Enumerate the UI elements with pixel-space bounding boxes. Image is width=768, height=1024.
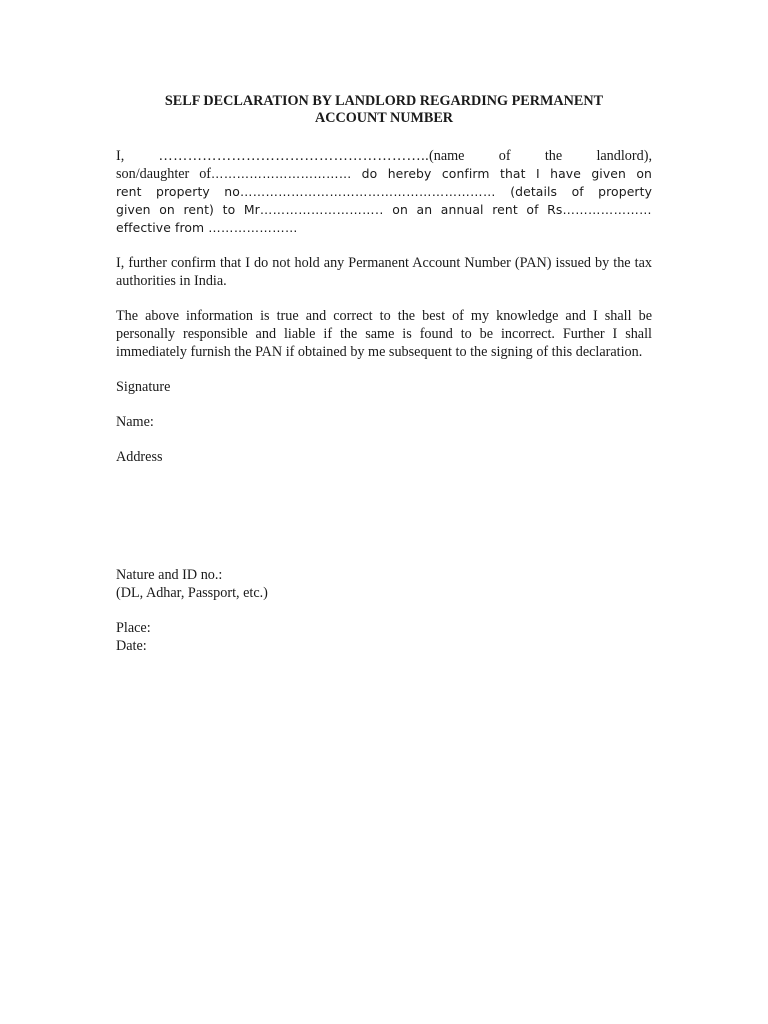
signature-label: Signature bbox=[116, 379, 171, 395]
declaration-text: on an annual rent of Rs bbox=[392, 202, 563, 217]
effective-date-blank: ………………… bbox=[208, 220, 298, 235]
declaration-text: the bbox=[544, 148, 563, 164]
title-line-1: SELF DECLARATION BY LANDLORD REGARDING PERMANENT bbox=[164, 93, 604, 109]
declaration-text: given on rent) to Mr bbox=[116, 202, 260, 217]
declaration-line-4 bbox=[116, 201, 652, 219]
rent-amount-blank: ………………… bbox=[562, 202, 652, 217]
declaration-text: of bbox=[498, 148, 511, 164]
document-title bbox=[116, 93, 652, 127]
pan-confirmation-paragraph: I, further confirm that I do not hold any Permanent Account Number (PAN) issued by the tax authorities in India. bbox=[116, 255, 652, 289]
tenant-name-blank: ……………………….. bbox=[259, 202, 384, 217]
document-page bbox=[116, 93, 652, 655]
declaration-text: rent property no bbox=[116, 184, 240, 199]
place-label: Place: bbox=[116, 620, 151, 636]
declaration-paragraph bbox=[116, 147, 652, 237]
place-date-section bbox=[116, 619, 652, 655]
address-space bbox=[116, 466, 652, 566]
nature-id-label: Nature and ID no.: bbox=[116, 567, 223, 583]
parent-name-blank: …………………………… bbox=[211, 166, 352, 181]
landlord-name-blank: ……………………………………………….. bbox=[158, 148, 430, 164]
id-section bbox=[116, 566, 652, 602]
declaration-text: (details of property bbox=[510, 184, 652, 199]
declaration-text: I, bbox=[116, 148, 125, 164]
date-label: Date: bbox=[116, 638, 147, 654]
name-label: Name: bbox=[116, 414, 154, 430]
liability-paragraph: The above information is true and correct to the best of my knowledge and I shall be personally responsible and liable if the same is found to be incorrect. Further I shall immediately furnish the PAN if obtained by me subsequent to the signing of this declaration. bbox=[116, 308, 652, 360]
declaration-line-3 bbox=[116, 183, 652, 201]
id-examples-text: (DL, Adhar, Passport, etc.) bbox=[116, 585, 268, 601]
declaration-text: son/daughter of bbox=[116, 166, 212, 182]
address-label: Address bbox=[116, 449, 163, 465]
declaration-text: do hereby confirm that I have given on bbox=[361, 166, 653, 181]
declaration-line-2 bbox=[116, 165, 652, 183]
title-line-2: ACCOUNT NUMBER bbox=[314, 110, 454, 126]
property-no-blank: …………………………………………………… bbox=[239, 184, 496, 199]
declaration-text: (name bbox=[429, 148, 465, 164]
declaration-text: effective from bbox=[116, 220, 205, 235]
declaration-line-5 bbox=[116, 219, 652, 237]
declaration-text: landlord), bbox=[596, 148, 652, 164]
declaration-line-1 bbox=[116, 147, 652, 165]
